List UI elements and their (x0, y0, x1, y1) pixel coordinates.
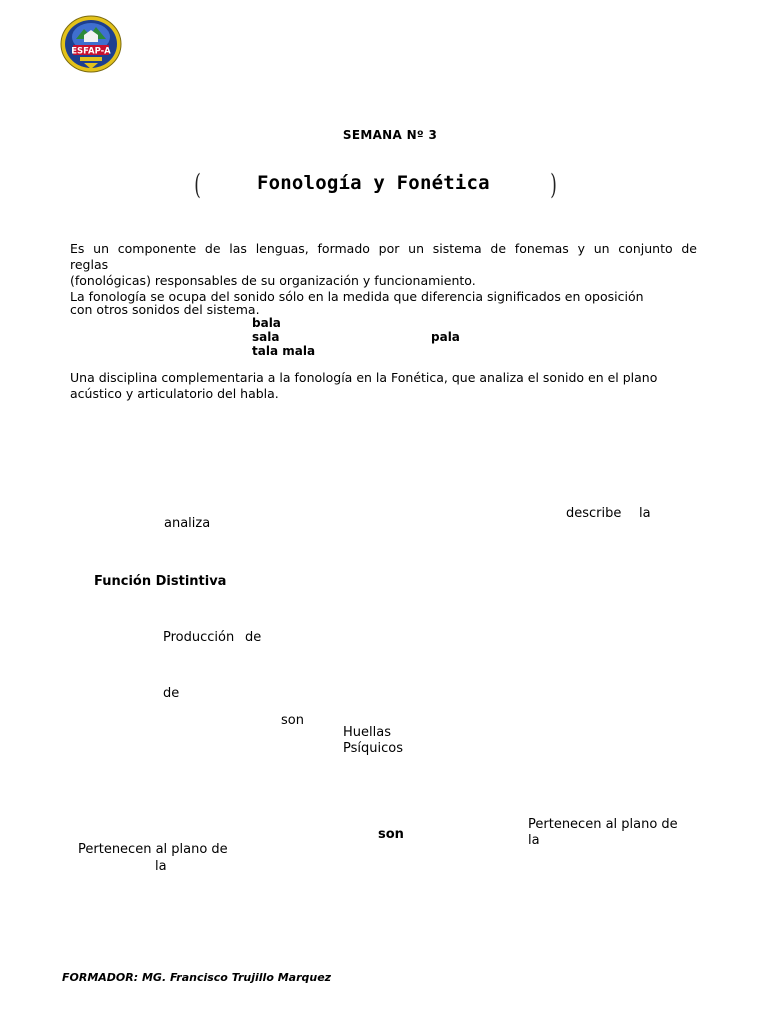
diagram-describe: describe (566, 506, 622, 521)
diagram-describe-la: la (639, 506, 651, 521)
week-heading: SEMANA Nº 3 (342, 128, 438, 142)
diagram-produccion: Producción (163, 630, 235, 645)
diagram-pertenecen-right-line-1: Pertenecen al plano de (528, 817, 678, 832)
diagram-pertenecen-left-line-2: la (155, 859, 167, 874)
diagram-de: de (163, 686, 180, 701)
diagram-pertenecen-left-line-1: Pertenecen al plano de (78, 842, 228, 857)
definition-line-2: reglas (70, 257, 109, 272)
diagram-funcion-distintiva: Función Distintiva (94, 574, 227, 589)
example-word-tala-mala: tala mala (252, 344, 316, 358)
diagram-pertenecen-right-line-2: la (528, 833, 540, 848)
definition-line-4: La fonología se ocupa del sonido sólo en la medida que diferencia significados en oposición (70, 289, 644, 304)
example-word-pala: pala (431, 330, 460, 344)
diagram-huellas: Huellas (343, 725, 391, 740)
diagram-son-1: son (281, 713, 304, 728)
page-title: Fonología y Fonética (257, 172, 490, 194)
example-word-sala: sala (252, 330, 280, 344)
definition-line-1: Es un componente de las lenguas, formado por un sistema de fonemas y un conjunto de (70, 241, 697, 256)
diagram-son-2: son (378, 827, 404, 842)
diagram-analiza: analiza (164, 516, 211, 531)
right-parenthesis-decoration: ) (550, 168, 557, 201)
definition-line-5: con otros sonidos del sistema. (70, 302, 260, 317)
diagram-psiquicos: Psíquicos (343, 741, 403, 756)
phonetics-line-2: acústico y articulatorio del habla. (70, 386, 279, 401)
example-word-bala: bala (252, 316, 281, 330)
diagram-produccion-de: de (245, 630, 262, 645)
footer-formador: FORMADOR: MG. Francisco Trujillo Marquez (62, 971, 332, 984)
logo-text: ESFAP-A (71, 46, 111, 57)
phonetics-line-1: Una disciplina complementaria a la fonología en la Fonética, que analiza el sonido en el plano (70, 370, 658, 385)
definition-line-3: (fonológicas) responsables de su organización y funcionamiento. (70, 273, 476, 288)
school-seal-logo (60, 15, 122, 73)
left-parenthesis-decoration: ( (194, 168, 201, 201)
